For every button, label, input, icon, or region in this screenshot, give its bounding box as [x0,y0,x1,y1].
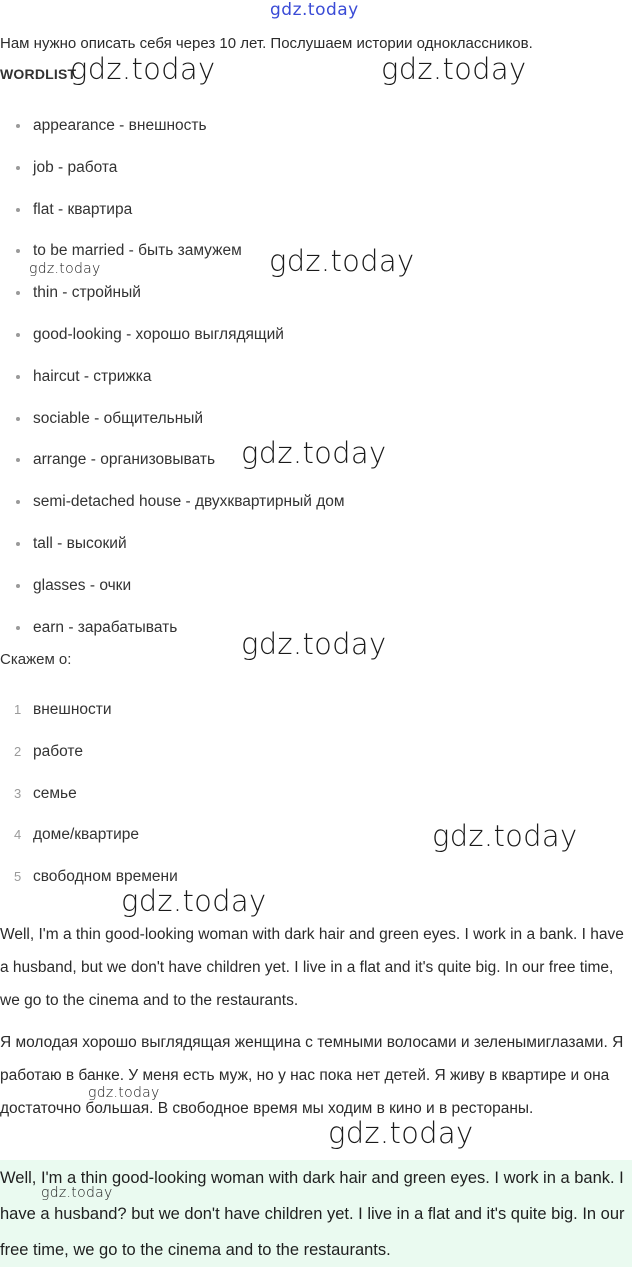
watermark: gdz.today [70,52,216,86]
list-item [0,773,632,815]
list-item [0,481,632,523]
wordlist-item-text: semi-detached house - двухквартирный дом [33,493,345,511]
watermark: gdz.today [241,627,387,661]
watermark: gdz.today [88,1085,160,1101]
bullet-icon [16,417,20,421]
watermark: gdz.today [41,1185,113,1201]
bullet-icon [16,333,20,337]
list-item [0,814,632,856]
wordlist-title: WORDLIST [0,66,77,82]
list-item [0,314,632,356]
russian-translation: Я молодая хорошо выглядящая женщина с темными волосами и зеленымиглазами. Я работаю в банке. У меня есть муж, но у нас пока нет детей. Я живу в квартире и она достаточно большая. В свободное время мы ходим в кино и в рестораны. [0,1034,624,1117]
bullet-icon [16,542,20,546]
wordlist-item-text: appearance - внешность [33,117,207,134]
bullet-icon [16,458,20,462]
list-item [0,189,632,231]
list-number: 1 [14,702,22,717]
wordlist-item-text: earn - зарабатывать [33,618,178,636]
wordlist-item-text: sociable - общительный [33,409,204,427]
list-item [0,272,632,314]
bullet-icon [16,291,20,295]
bullet-icon [16,375,20,379]
list-item [0,565,632,607]
wordlist-item-text: tall - высокий [33,534,127,552]
bullet-icon [16,584,20,588]
bullet-icon [16,626,20,630]
list-item [0,356,632,398]
topic-text: семье [33,784,77,802]
topic-text: работе [33,742,83,760]
wordlist-item-text: arrange - организовывать [33,451,216,469]
bullet-icon [16,124,20,128]
watermark: gdz.today [432,819,578,853]
answer-paragraph: Well, I'm a thin good-looking woman with dark hair and green eyes. I work in a bank. I have a husband? but we don't have children yet. I live in a flat and it's quite big. In our free time, we go to the cinema and to the restaurants. [0,1169,625,1259]
bullet-icon [16,208,20,212]
topic-text: свободном времени [33,868,178,886]
watermark: gdz.today [381,52,527,86]
watermark: gdz.today [328,1116,474,1150]
wordlist-item-text: glasses - очки [33,576,132,594]
topic-text: доме/квартире [33,826,139,844]
bullet-icon [16,166,20,170]
topics-list [0,689,632,898]
bullet-icon [16,249,20,253]
list-number: 3 [14,785,22,801]
watermark: gdz.today [121,884,267,918]
wordlist-item-text: flat - квартира [33,200,133,218]
intro-text: Нам нужно описать себя через 10 лет. Послушаем истории одноклассников. [0,35,533,52]
list-item [0,523,632,565]
wordlist-item-text: thin - стройный [33,284,141,302]
watermark: gdz.today [241,436,387,470]
watermark: gdz.today [269,244,415,278]
list-item [0,105,632,147]
english-paragraph: Well, I'm a thin good-looking woman with dark hair and green eyes. I work in a bank. I have a husband, but we don't have children yet. I live in a flat and it's quite big. In our free time, we go to the cinema and to the restaurants. [0,926,624,1009]
list-item [0,147,632,189]
wordlist-item-text: to be married - быть замужем [33,242,242,260]
wordlist-item-text: haircut - стрижка [33,367,152,385]
list-item [0,398,632,440]
wordlist [0,105,632,648]
say-about-title: Скажем о: [0,651,72,668]
wordlist-item-text: job - работа [33,158,118,176]
list-item [0,230,632,272]
list-item [0,856,632,898]
list-item [0,731,632,773]
bullet-icon [16,500,20,504]
wordlist-item-text: good-looking - хорошо выглядящий [33,325,284,343]
list-item [0,607,632,649]
topic-text: внешности [33,701,112,718]
site-logo-watermark: gdz.today [270,0,359,20]
list-number: 2 [14,743,22,759]
list-item [0,689,632,731]
watermark: gdz.today [29,261,101,277]
list-item [0,439,632,481]
list-number: 4 [14,827,22,843]
list-number: 5 [14,869,22,885]
